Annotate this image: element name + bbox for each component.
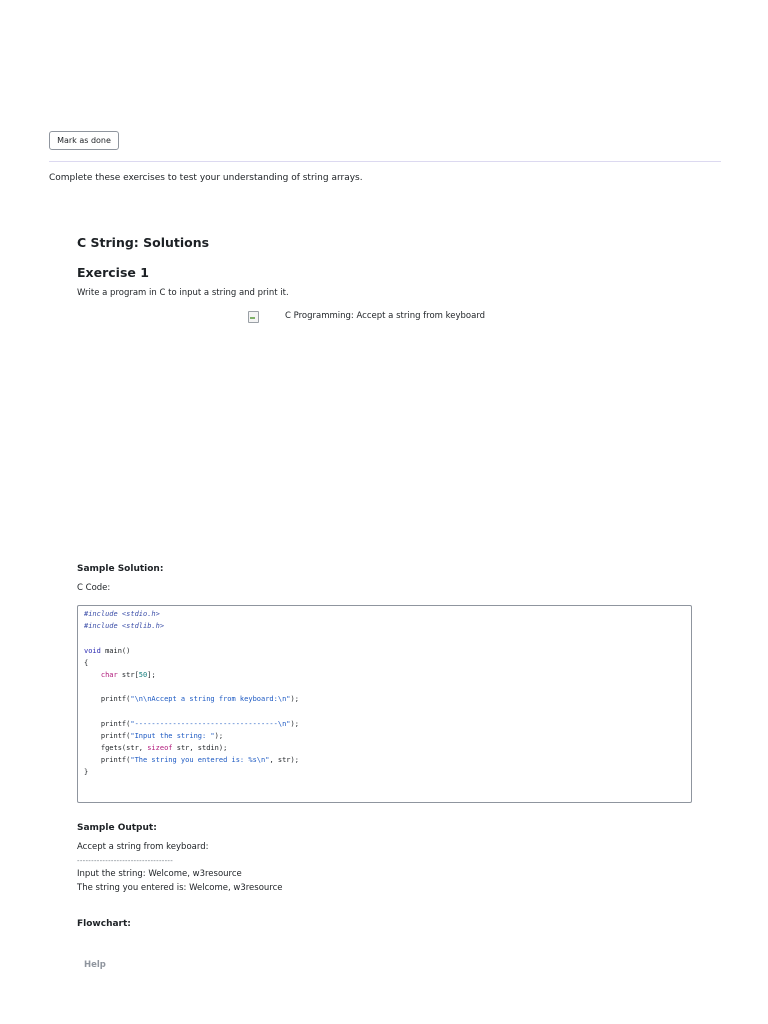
code-line (84, 608, 691, 620)
mark-as-done-button[interactable]: Mark as done (49, 131, 119, 150)
code-token: #include <stdio.h> (84, 610, 160, 618)
code-line (84, 681, 691, 693)
code-line (84, 669, 691, 681)
output-line: The string you entered is: Welcome, w3resource (77, 882, 283, 893)
code-block[interactable] (77, 605, 692, 803)
code-token: main() (100, 646, 131, 655)
flowchart-heading: Flowchart: (77, 919, 131, 929)
exercise-description: Write a program in C to input a string and print it. (77, 288, 289, 298)
code-token: printf( (84, 719, 131, 728)
code-line (84, 730, 691, 742)
code-token: "Input the string: " (130, 731, 215, 740)
code-line (84, 742, 691, 754)
code-token: printf( (84, 756, 131, 765)
output-line: ---------------------------------- (77, 856, 174, 865)
page-title: C String: Solutions (77, 235, 210, 250)
sample-solution-heading: Sample Solution: (77, 564, 164, 574)
code-token: "\n\nAccept a string from keyboard:\n" (130, 695, 291, 704)
code-token: ]; (147, 670, 156, 679)
code-line (84, 620, 691, 632)
broken-image-icon (247, 310, 259, 322)
code-token (84, 671, 101, 679)
code-label: C Code: (77, 583, 111, 593)
intro-text: Complete these exercises to test your understanding of string arrays. (49, 173, 363, 183)
code-token: void (84, 646, 101, 655)
output-line: Input the string: Welcome, w3resource (77, 869, 242, 879)
code-line (84, 645, 691, 657)
help-link[interactable]: Help (84, 960, 106, 970)
image-alt-text: C Programming: Accept a string from keyboard (285, 311, 486, 321)
code-token: sizeof (147, 744, 173, 753)
sample-output-heading: Sample Output: (77, 823, 157, 833)
code-token: "----------------------------------\n" (130, 719, 291, 728)
exercise-image (247, 310, 485, 322)
code-token: printf( (84, 695, 131, 704)
code-line (84, 766, 691, 778)
code-token: #include <stdlib.h> (84, 622, 165, 631)
output-line: Accept a string from keyboard: (77, 842, 209, 852)
code-line (84, 632, 691, 644)
code-line (84, 754, 691, 766)
code-token: fgets(str, (84, 744, 148, 753)
code-token: 50 (138, 670, 148, 679)
divider (49, 161, 721, 162)
code-line (84, 718, 691, 730)
code-token: ); (290, 719, 299, 728)
code-token: str, stdin); (172, 744, 228, 753)
code-line (84, 657, 691, 669)
code-token: , str); (269, 756, 299, 765)
code-line (84, 706, 691, 718)
code-token: { (84, 658, 89, 667)
code-token: str[ (117, 670, 139, 679)
code-line (84, 693, 691, 705)
code-token: ); (290, 695, 299, 704)
code-token: ); (214, 731, 224, 740)
exercise-heading: Exercise 1 (77, 265, 149, 280)
code-token: printf( (84, 731, 131, 740)
code-token: char (100, 670, 118, 679)
code-token: "The string you entered is: %s\n" (130, 756, 270, 765)
code-token: } (84, 768, 89, 777)
sample-output-block (77, 841, 283, 895)
